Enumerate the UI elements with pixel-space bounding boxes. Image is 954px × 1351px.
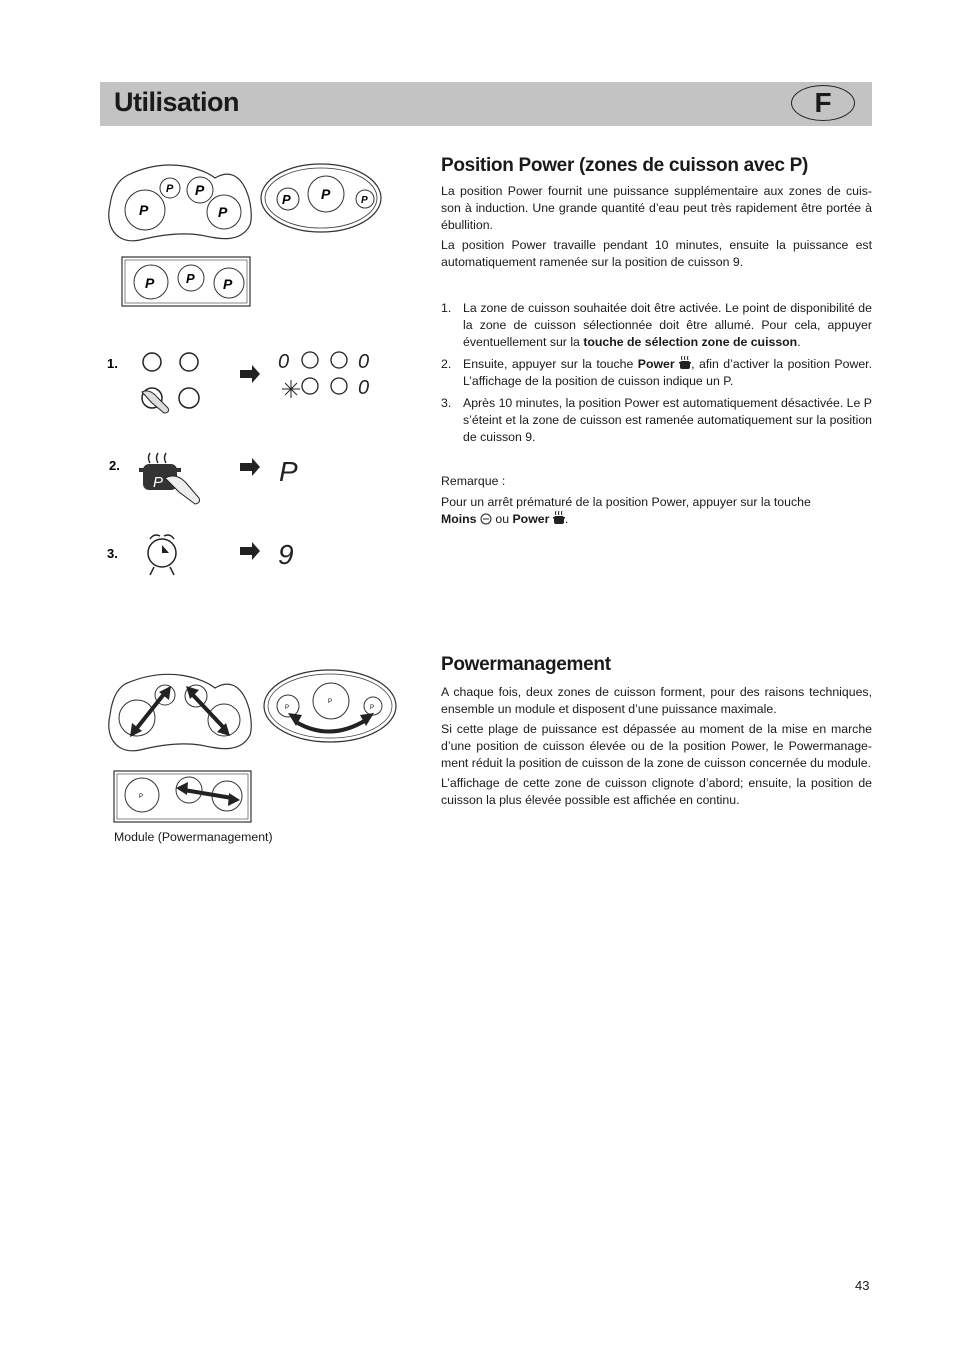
step-label: 3. [107, 546, 118, 561]
section-heading-power: Position Power (zones de cuisson avec P) [441, 155, 809, 176]
p-label: P [145, 275, 155, 291]
p-label: P [139, 794, 144, 800]
power-key-diagram [139, 453, 200, 504]
arrow-right-icon [240, 458, 260, 476]
language-badge: F [791, 85, 855, 121]
oval-hob-diagram [261, 164, 381, 232]
list-item: 2. Ensuite, appuyer sur la touche Power , afin d’activer la position Power. L’affichage de la position de cuisson indique un P. [441, 357, 873, 388]
remark-label: Remarque : [441, 474, 506, 488]
p-label: P [139, 202, 149, 218]
bean-hob-module-diagram [109, 674, 251, 750]
bean-hob-diagram [109, 165, 251, 241]
display-digit: 0 [358, 377, 370, 399]
page-title: Utilisation [114, 87, 240, 117]
power-paragraph-1: La position Power fournit une puissance supplémentaire aux zones de cuis-son à induction. Une grande quantité d’eau peut très rapidement être portée à ébullition. [441, 184, 872, 232]
remark-text: Pour un arrêt prématuré de la position Power, appuyer sur la touche [441, 495, 811, 509]
rect-hob-module-diagram [114, 771, 251, 822]
p-label: P [223, 276, 233, 292]
p-label: P [370, 705, 375, 711]
power-steps [441, 300, 872, 451]
pm-paragraph-3: L’affichage de cette zone de cuisson clignote d’abord; ensuite, la position de cuisson la plus élevée possible est affichée en continu. [441, 776, 872, 807]
page-number: 43 [855, 1278, 870, 1293]
remark-keys: Moins ou Power . [441, 512, 569, 526]
section-heading-powermanagement: Powermanagement [441, 654, 611, 675]
illustrations [0, 0, 430, 860]
oval-hob-module-diagram [264, 670, 396, 742]
display-digit: 0 [278, 351, 290, 373]
display-diagram [278, 351, 369, 399]
minus-icon [480, 513, 492, 525]
p-label: P [285, 705, 290, 711]
p-label: P [361, 195, 368, 206]
zone-select-diagram [142, 353, 199, 413]
power-pot-icon [553, 511, 565, 525]
display-digit: 0 [358, 351, 370, 373]
power-pot-icon [679, 356, 691, 370]
step-label: 1. [107, 356, 118, 371]
power-paragraph-2: La position Power travaille pendant 10 minutes, ensuite la puissance est automatiquement ramenée sur la position de cuisson 9. [441, 238, 872, 269]
display-digit: P [279, 456, 298, 487]
list-item: 3. Après 10 minutes, la position Power est automatiquement désactivée. Le P s’éteint et la zone de cuisson est ramenée automatiquement sur la position de cuisson 9. [441, 396, 872, 444]
p-label: P [328, 699, 333, 705]
timer-icon [148, 535, 176, 575]
p-label: P [166, 183, 174, 195]
power-text-block [441, 183, 872, 274]
pm-paragraph-2: Si cette plage de puissance est dépassée au moment de la mise en marche d’une position de cuisson élevée ou de la position Power, le Powermanage-ment réduit la position de cuisson de la zone de cuisson concernée du module. [441, 722, 872, 770]
list-item: 1. La zone de cuisson souhaitée doit être activée. Le point de disponibilité de la zone de cuisson sélectionnée doit être allumé. Pour cela, appuyer éventuellement sur la touche de sélection zone de cuisson. [441, 301, 872, 349]
pm-paragraph-1: A chaque fois, deux zones de cuisson forment, pour des raisons techniques, ensemble un module et disposent d’une puissance maximale. [441, 685, 872, 716]
p-label: P [186, 271, 195, 286]
sparkle-icon [282, 380, 300, 398]
arrow-right-icon [240, 542, 260, 560]
remark-block [441, 473, 872, 528]
step-label: 2. [109, 458, 120, 473]
arrow-right-icon [240, 365, 260, 383]
powermanagement-text-block [441, 684, 872, 812]
p-label: P [282, 192, 291, 207]
display-digit: 9 [278, 539, 294, 570]
p-label: P [153, 474, 164, 491]
rect-hob-diagram [122, 257, 250, 306]
p-label: P [218, 204, 228, 220]
p-label: P [195, 182, 205, 198]
p-label: P [321, 186, 331, 202]
figure-caption: Module (Powermanagement) [114, 830, 273, 844]
